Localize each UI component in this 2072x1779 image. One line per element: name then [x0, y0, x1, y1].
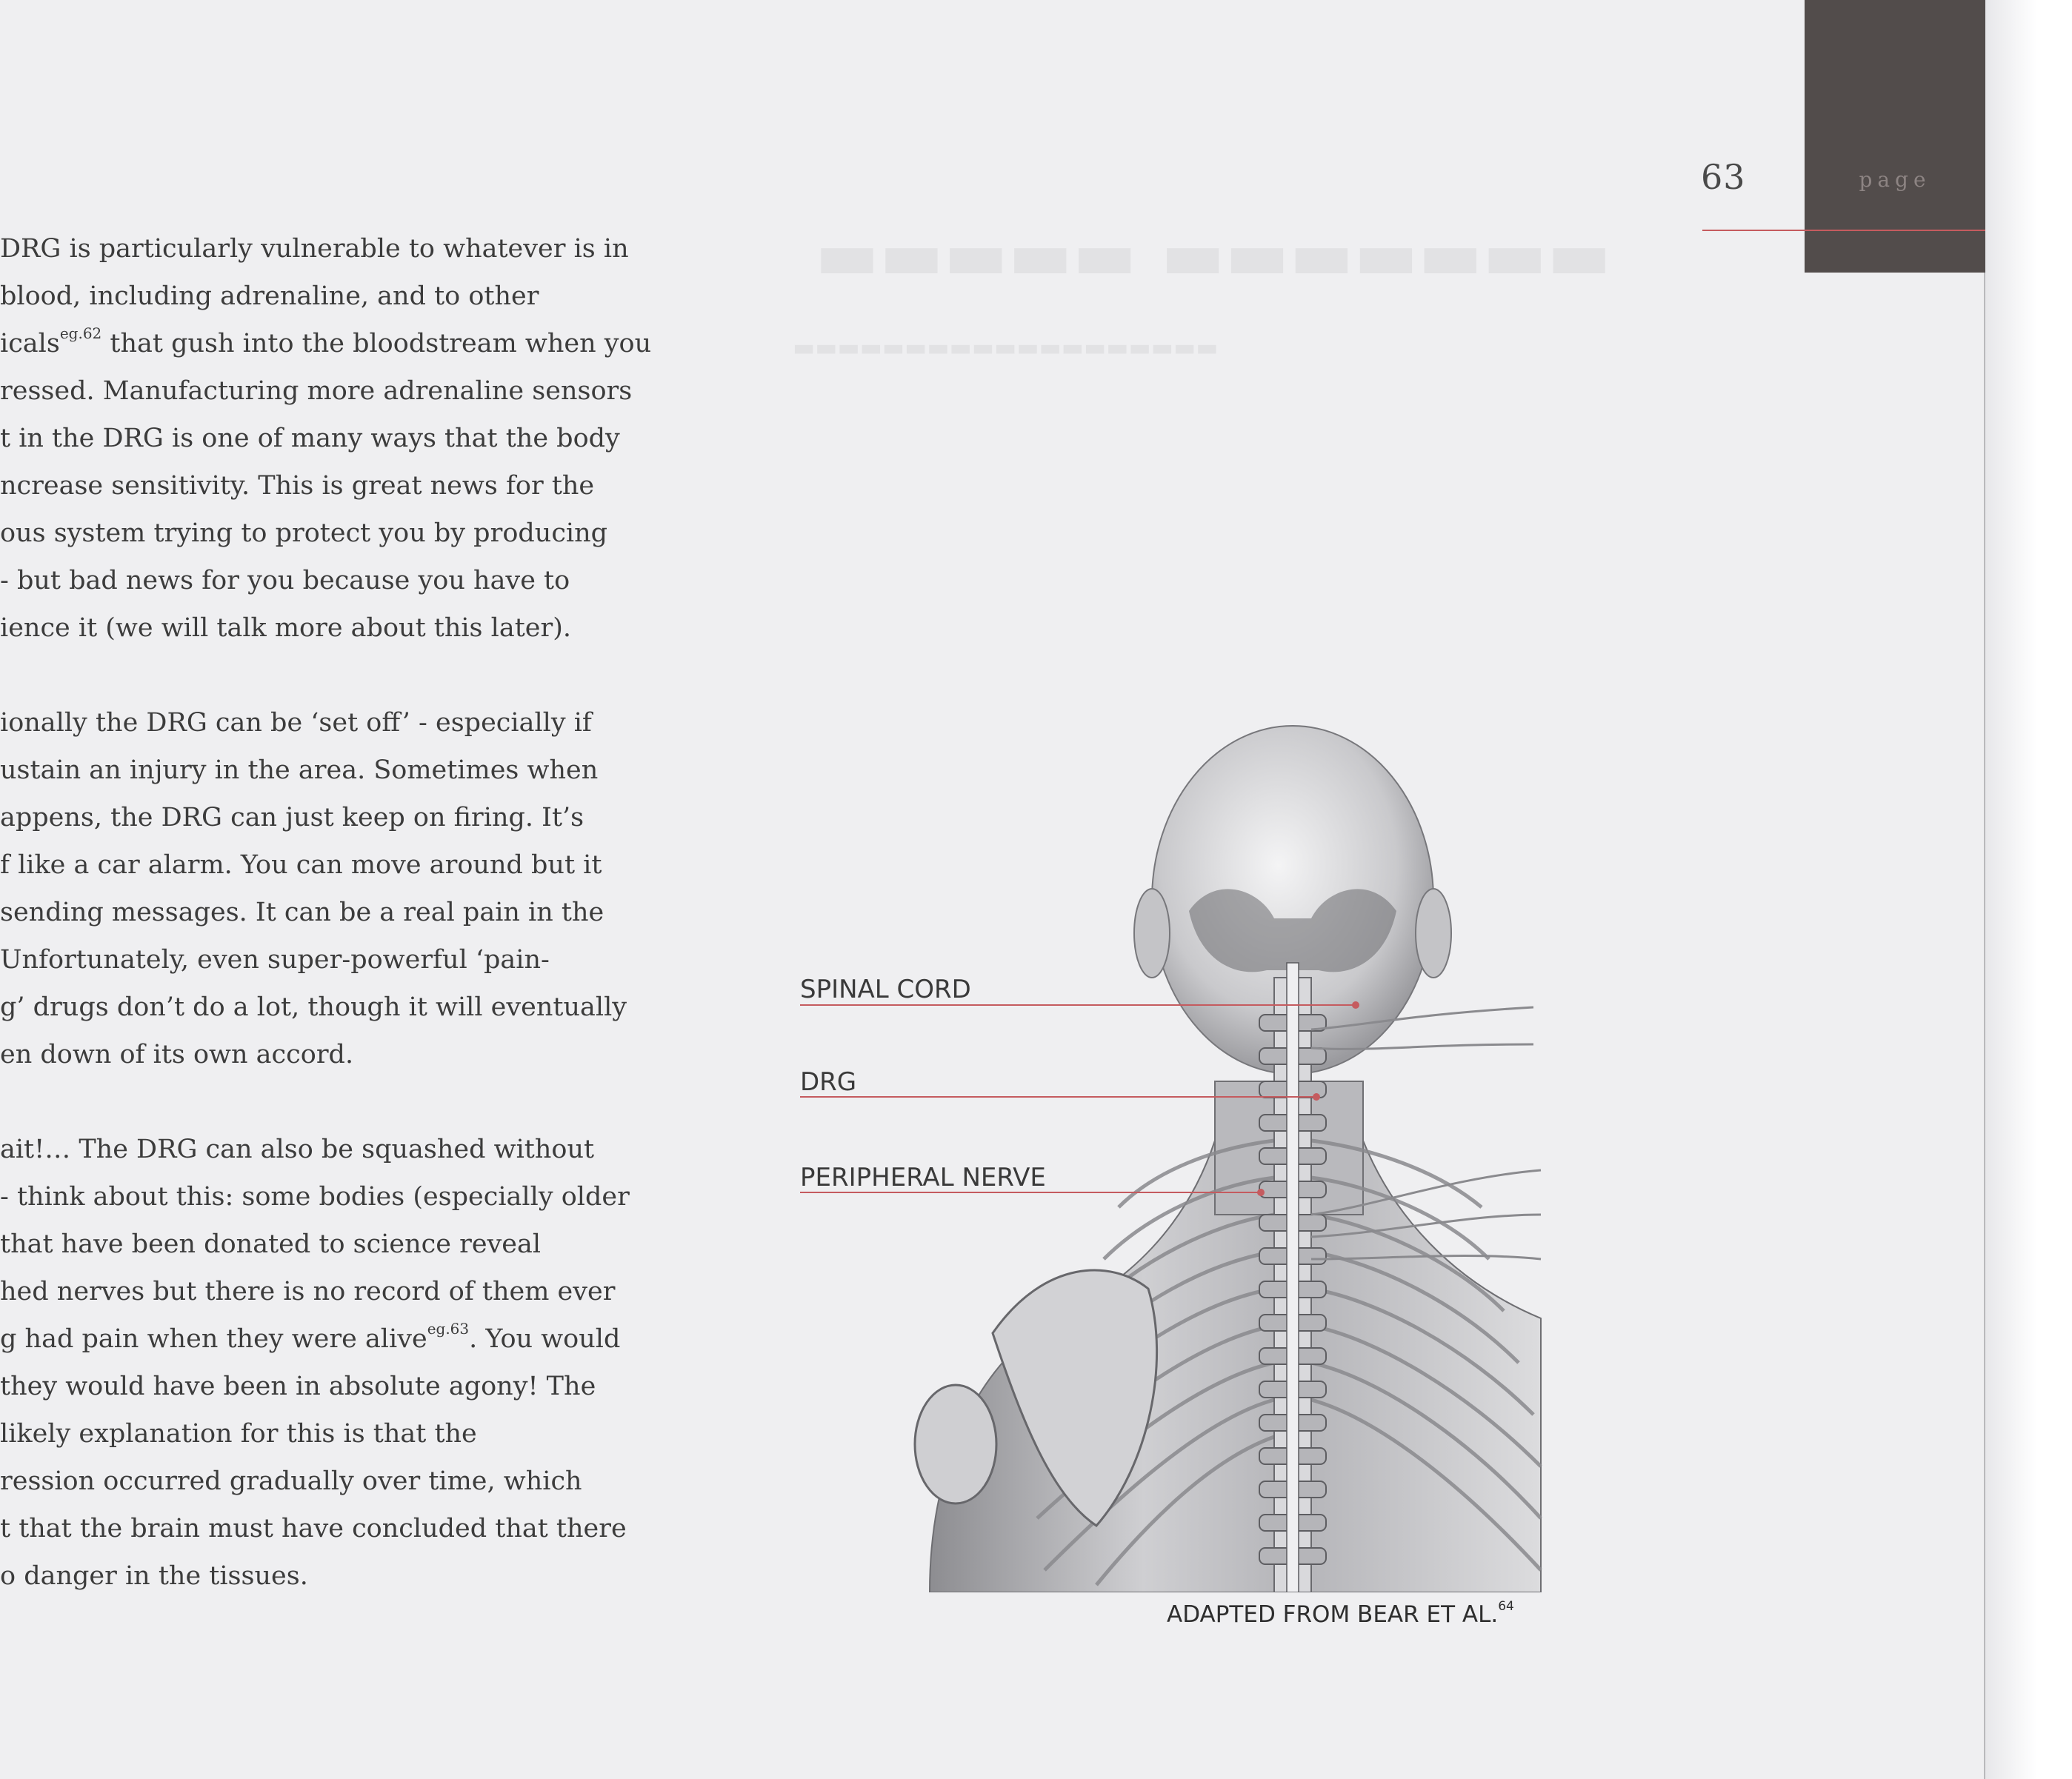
- text-fragment: . You would: [469, 1324, 621, 1354]
- right-ear-shape: [1416, 889, 1451, 978]
- text-line: - think about this: some bodies (especially older: [0, 1182, 630, 1212]
- spine-anatomy-illustration: [800, 696, 1556, 1592]
- bleed-through-heading: ▬▬▬▬▬▬▬ ▬▬▬▬▬: [815, 215, 1612, 295]
- text-fragment: icals: [0, 329, 60, 358]
- text-line: sending messages. It can be a real pain in the: [0, 898, 604, 927]
- label-drg: DRG: [800, 1067, 857, 1097]
- label-spinal-cord: SPINAL CORD: [800, 975, 971, 1004]
- caption-reference: 64: [1498, 1599, 1514, 1614]
- reference-marker: eg.62: [59, 324, 102, 342]
- spinal-cord: [1287, 963, 1299, 1592]
- text-line: f like a car alarm. You can move around but it: [0, 850, 602, 880]
- page-number-rule: [1702, 230, 1985, 231]
- text-line: ous system trying to protect you by producing: [0, 518, 608, 548]
- text-line: en down of its own accord.: [0, 1040, 354, 1069]
- text-line: o danger in the tissues.: [0, 1561, 308, 1591]
- text-line: appens, the DRG can just keep on firing. It’s: [0, 803, 584, 832]
- text-line: t that the brain must have concluded that there: [0, 1514, 627, 1543]
- paragraph-1: [0, 225, 667, 652]
- page-number: 63: [1701, 157, 1746, 197]
- bleed-through-subheading: ▬▬▬▬▬▬▬▬▬▬▬▬▬▬▬▬▬▬▬: [793, 333, 1219, 361]
- leader-dot-peripheral-nerve: [1257, 1189, 1265, 1196]
- paragraph-3: [0, 1126, 667, 1600]
- leader-dot-drg: [1313, 1093, 1320, 1101]
- page-shadow: [1985, 0, 2072, 1779]
- text-line: ressed. Manufacturing more adrenaline sensors: [0, 376, 633, 406]
- text-line: - but bad news for you because you have to: [0, 566, 570, 595]
- text-fragment: that gush into the bloodstream when you: [101, 329, 652, 358]
- text-line: [0, 320, 667, 367]
- page-tab: [1805, 0, 1985, 273]
- text-line: ustain an injury in the area. Sometimes when: [0, 755, 599, 785]
- figure-caption: [1167, 1601, 1514, 1628]
- text-fragment: g had pain when they were alive: [0, 1324, 427, 1354]
- text-line: ience it (we will talk more about this later).: [0, 613, 571, 643]
- paragraph-2: [0, 699, 667, 1078]
- text-line: hed nerves but there is no record of them ever: [0, 1277, 616, 1306]
- text-line: g’ drugs don’t do a lot, though it will eventually: [0, 992, 627, 1022]
- leader-dot-spinal-cord: [1352, 1001, 1359, 1009]
- label-peripheral-nerve: PERIPHERAL NERVE: [800, 1163, 1046, 1192]
- text-line: [0, 1315, 667, 1363]
- humerus-head-shape: [915, 1385, 996, 1503]
- body-text: [0, 225, 667, 1647]
- left-ear-shape: [1134, 889, 1170, 978]
- text-line: t in the DRG is one of many ways that the body: [0, 424, 620, 453]
- text-line: ait!… The DRG can also be squashed without: [0, 1135, 595, 1164]
- text-line: they would have been in absolute agony! The: [0, 1372, 596, 1401]
- text-line: DRG is particularly vulnerable to whatever is in: [0, 234, 629, 264]
- text-line: likely explanation for this is that the: [0, 1419, 477, 1449]
- caption-text: ADAPTED FROM BEAR ET AL.: [1167, 1601, 1499, 1628]
- page-tab-label: page: [1859, 167, 1931, 192]
- text-line: that have been donated to science reveal: [0, 1229, 542, 1259]
- text-line: ncrease sensitivity. This is great news for the: [0, 471, 595, 501]
- text-line: Unfortunately, even super-powerful ‘pain-: [0, 945, 550, 975]
- text-line: blood, including adrenaline, and to other: [0, 281, 539, 311]
- text-line: ression occurred gradually over time, which: [0, 1466, 582, 1496]
- reference-marker: eg.63: [427, 1320, 470, 1338]
- text-line: ionally the DRG can be ‘set off’ - especially if: [0, 708, 592, 738]
